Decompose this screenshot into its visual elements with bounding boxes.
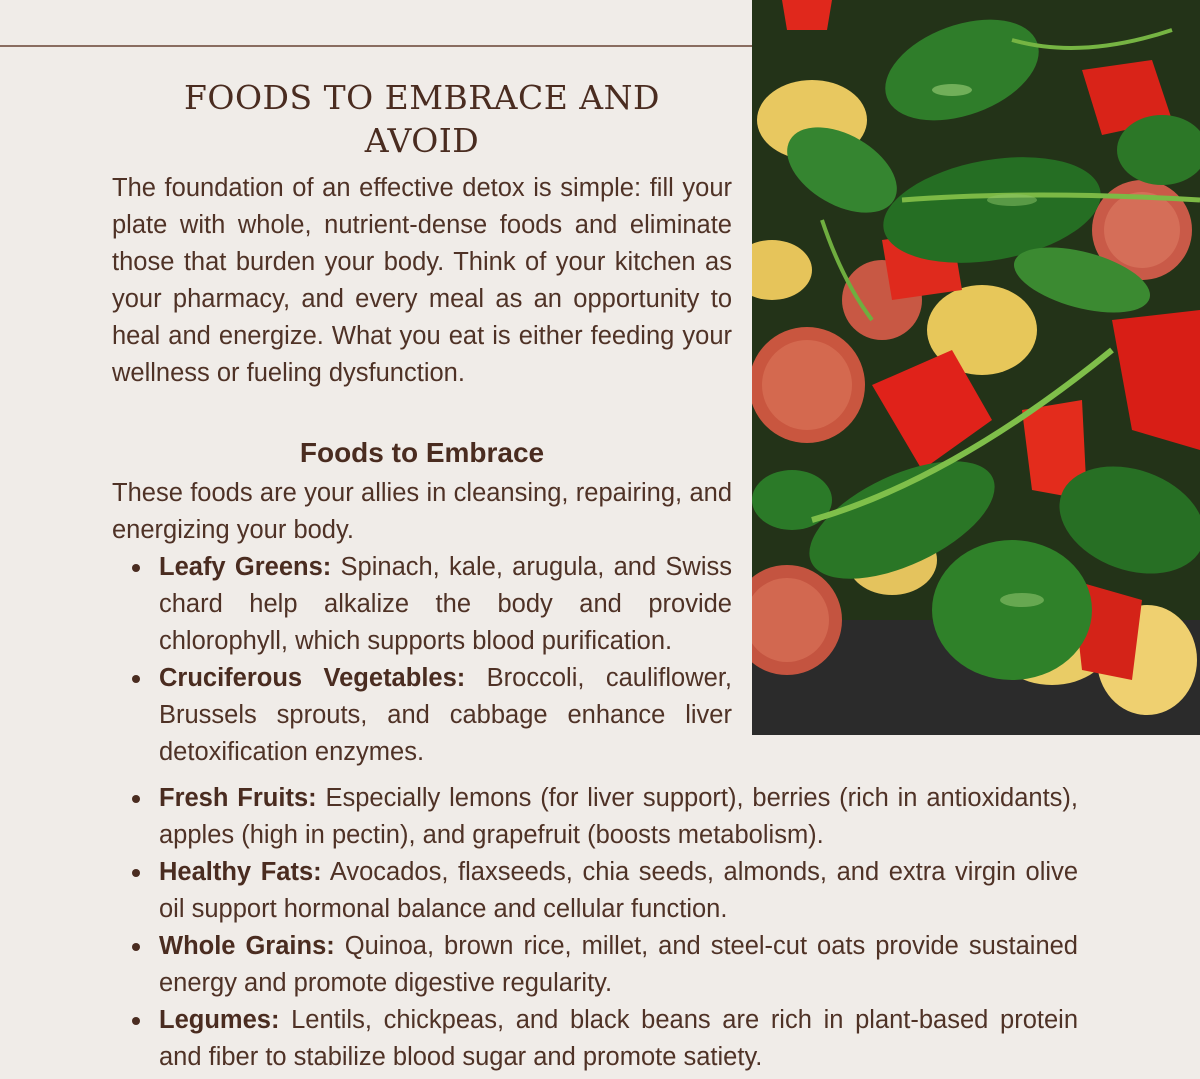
list-item bbox=[112, 660, 732, 771]
list-item-text: Spinach, kale, arugula, and Swiss chard help alkalize the body and provide chlorophyll, which supports blood purification. bbox=[159, 553, 732, 655]
list-item-text: Especially lemons (for liver support), berries (rich in antioxidants), apples (high in pectin), and grapefruit (boosts metabolism). bbox=[159, 784, 1078, 849]
list-item-term: Healthy Fats: bbox=[159, 858, 322, 886]
list-item-text: Quinoa, brown rice, millet, and steel-cut oats provide sustained energy and promote digestive regularity. bbox=[159, 932, 1078, 997]
list-item bbox=[112, 928, 1078, 1002]
bullet-icon bbox=[132, 795, 140, 803]
list-item-term: Legumes: bbox=[159, 1006, 280, 1034]
bullet-icon bbox=[132, 564, 140, 572]
top-divider bbox=[0, 45, 752, 47]
page-title-line-2: AVOID bbox=[364, 121, 480, 160]
list-item bbox=[112, 854, 1078, 928]
intro-paragraph: The foundation of an effective detox is simple: fill your plate with whole, nutrient-dense foods and eliminate those that burden your body. Think of your kitchen as your pharmacy, and every meal as an opportunity to heal and energize. What you eat is either feeding your wellness or fueling dysfunction. bbox=[112, 174, 732, 387]
list-item-term: Cruciferous Vegetables: bbox=[159, 664, 466, 692]
bullet-icon bbox=[132, 1017, 140, 1025]
list-item bbox=[112, 1002, 1078, 1076]
page-title bbox=[112, 76, 732, 162]
list-item bbox=[112, 780, 1078, 854]
bullet-icon bbox=[132, 675, 140, 683]
list-item-term: Leafy Greens: bbox=[159, 553, 332, 581]
list-item-text: Lentils, chickpeas, and black beans are rich in plant-based protein and fiber to stabilize blood sugar and promote satiety. bbox=[159, 1006, 1078, 1071]
list-item-text: Broccoli, cauliflower, Brussels sprouts, and cabbage enhance liver detoxification enzymes. bbox=[159, 664, 733, 766]
bullet-icon bbox=[132, 869, 140, 877]
bullet-icon bbox=[132, 943, 140, 951]
food-photo bbox=[752, 0, 1200, 735]
embrace-list-upper bbox=[112, 549, 732, 771]
list-item-term: Fresh Fruits: bbox=[159, 784, 317, 812]
embrace-list-lower bbox=[112, 780, 1078, 1076]
page-title-line-1: FOODS TO EMBRACE AND bbox=[184, 78, 660, 117]
food-photo-illustration bbox=[752, 0, 1200, 735]
list-item bbox=[112, 549, 732, 660]
list-item-term: Whole Grains: bbox=[159, 932, 335, 960]
section-subheading: Foods to Embrace bbox=[299, 437, 545, 468]
list-item-text: Avocados, flaxseeds, chia seeds, almonds, and extra virgin olive oil support hormonal balance and cellular function. bbox=[159, 858, 1078, 923]
section-lead-paragraph: These foods are your allies in cleansing, repairing, and energizing your body. bbox=[112, 479, 732, 544]
